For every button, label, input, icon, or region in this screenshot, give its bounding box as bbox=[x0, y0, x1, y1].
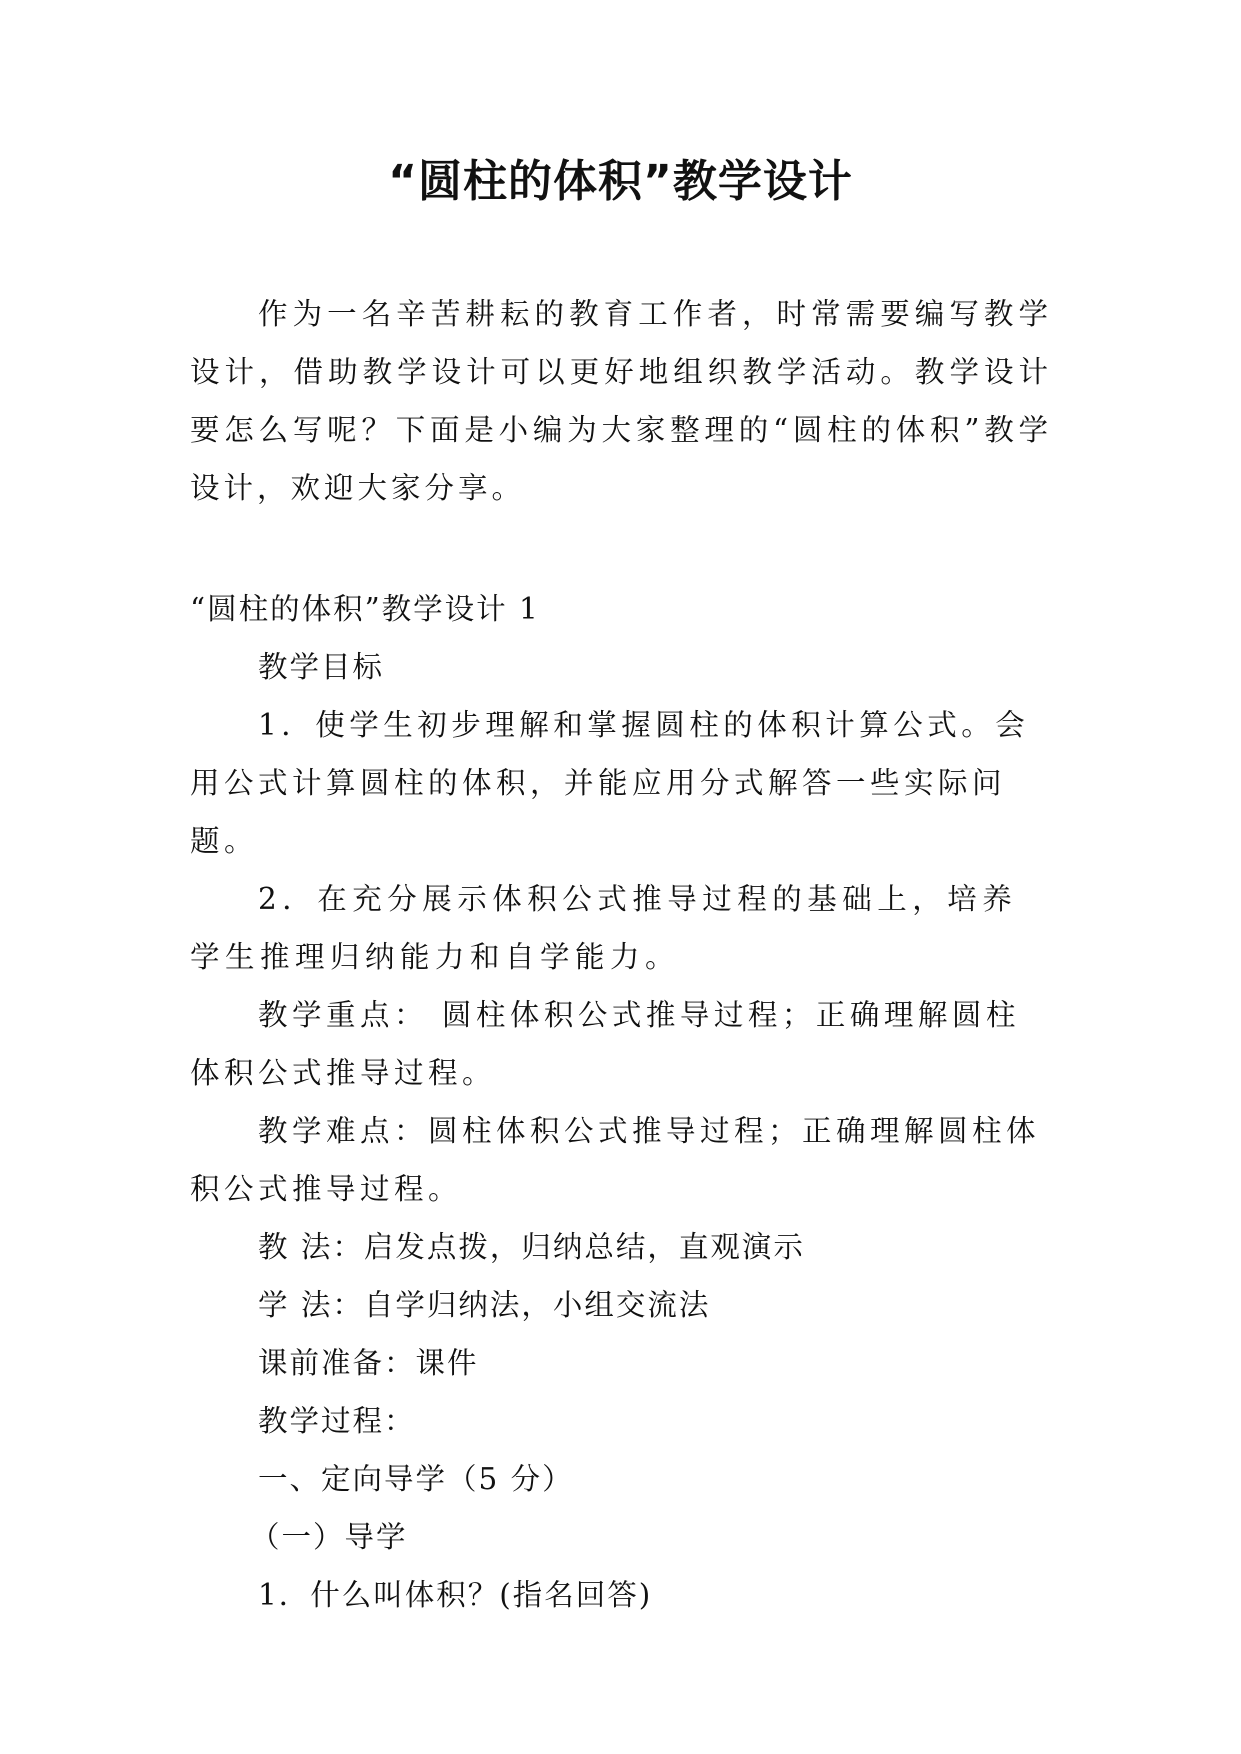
difficulties-paragraph: 教学难点：圆柱体积公式推导过程；正确理解圆柱体积公式推导过程。 bbox=[190, 1114, 1041, 1206]
teaching-method-line: 教 法：启发点拨，归纳总结，直观演示 bbox=[258, 1230, 805, 1264]
intro-paragraph: 作为一名辛苦耕耘的教育工作者，时常需要编写教学设计，借助教学设计可以更好地组织教学活动。教学设计要怎么写呢？下面是小编为大家整理的“圆柱的体积”教学设计，欢迎大家分享。 bbox=[190, 297, 1052, 505]
objectives-heading: 教学目标 bbox=[258, 650, 385, 684]
section-heading: “圆柱的体积”教学设计 1 bbox=[190, 592, 540, 626]
key-points-paragraph: 教学重点： 圆柱体积公式推导过程；正确理解圆柱体积公式推导过程。 bbox=[190, 998, 1020, 1090]
step-1-subheading: （一）导学 bbox=[250, 1520, 408, 1554]
step-1-heading: 一、定向导学（5 分） bbox=[258, 1462, 574, 1496]
question-1-line: 1．什么叫体积？(指名回答) bbox=[258, 1578, 653, 1612]
learning-method-line: 学 法：自学归纳法，小组交流法 bbox=[258, 1288, 711, 1322]
document-body bbox=[190, 580, 1052, 1624]
preparation-line: 课前准备：课件 bbox=[258, 1346, 479, 1380]
objective-2-paragraph: 2．在充分展示体积公式推导过程的基础上，培养学生推理归纳能力和自学能力。 bbox=[190, 882, 1018, 974]
process-heading: 教学过程： bbox=[258, 1404, 416, 1438]
page-title: “圆柱的体积”教学设计 bbox=[388, 156, 853, 207]
objective-1-paragraph: 1．使学生初步理解和掌握圆柱的体积计算公式。会用公式计算圆柱的体积，并能应用分式解答一些实际问题。 bbox=[190, 708, 1030, 858]
